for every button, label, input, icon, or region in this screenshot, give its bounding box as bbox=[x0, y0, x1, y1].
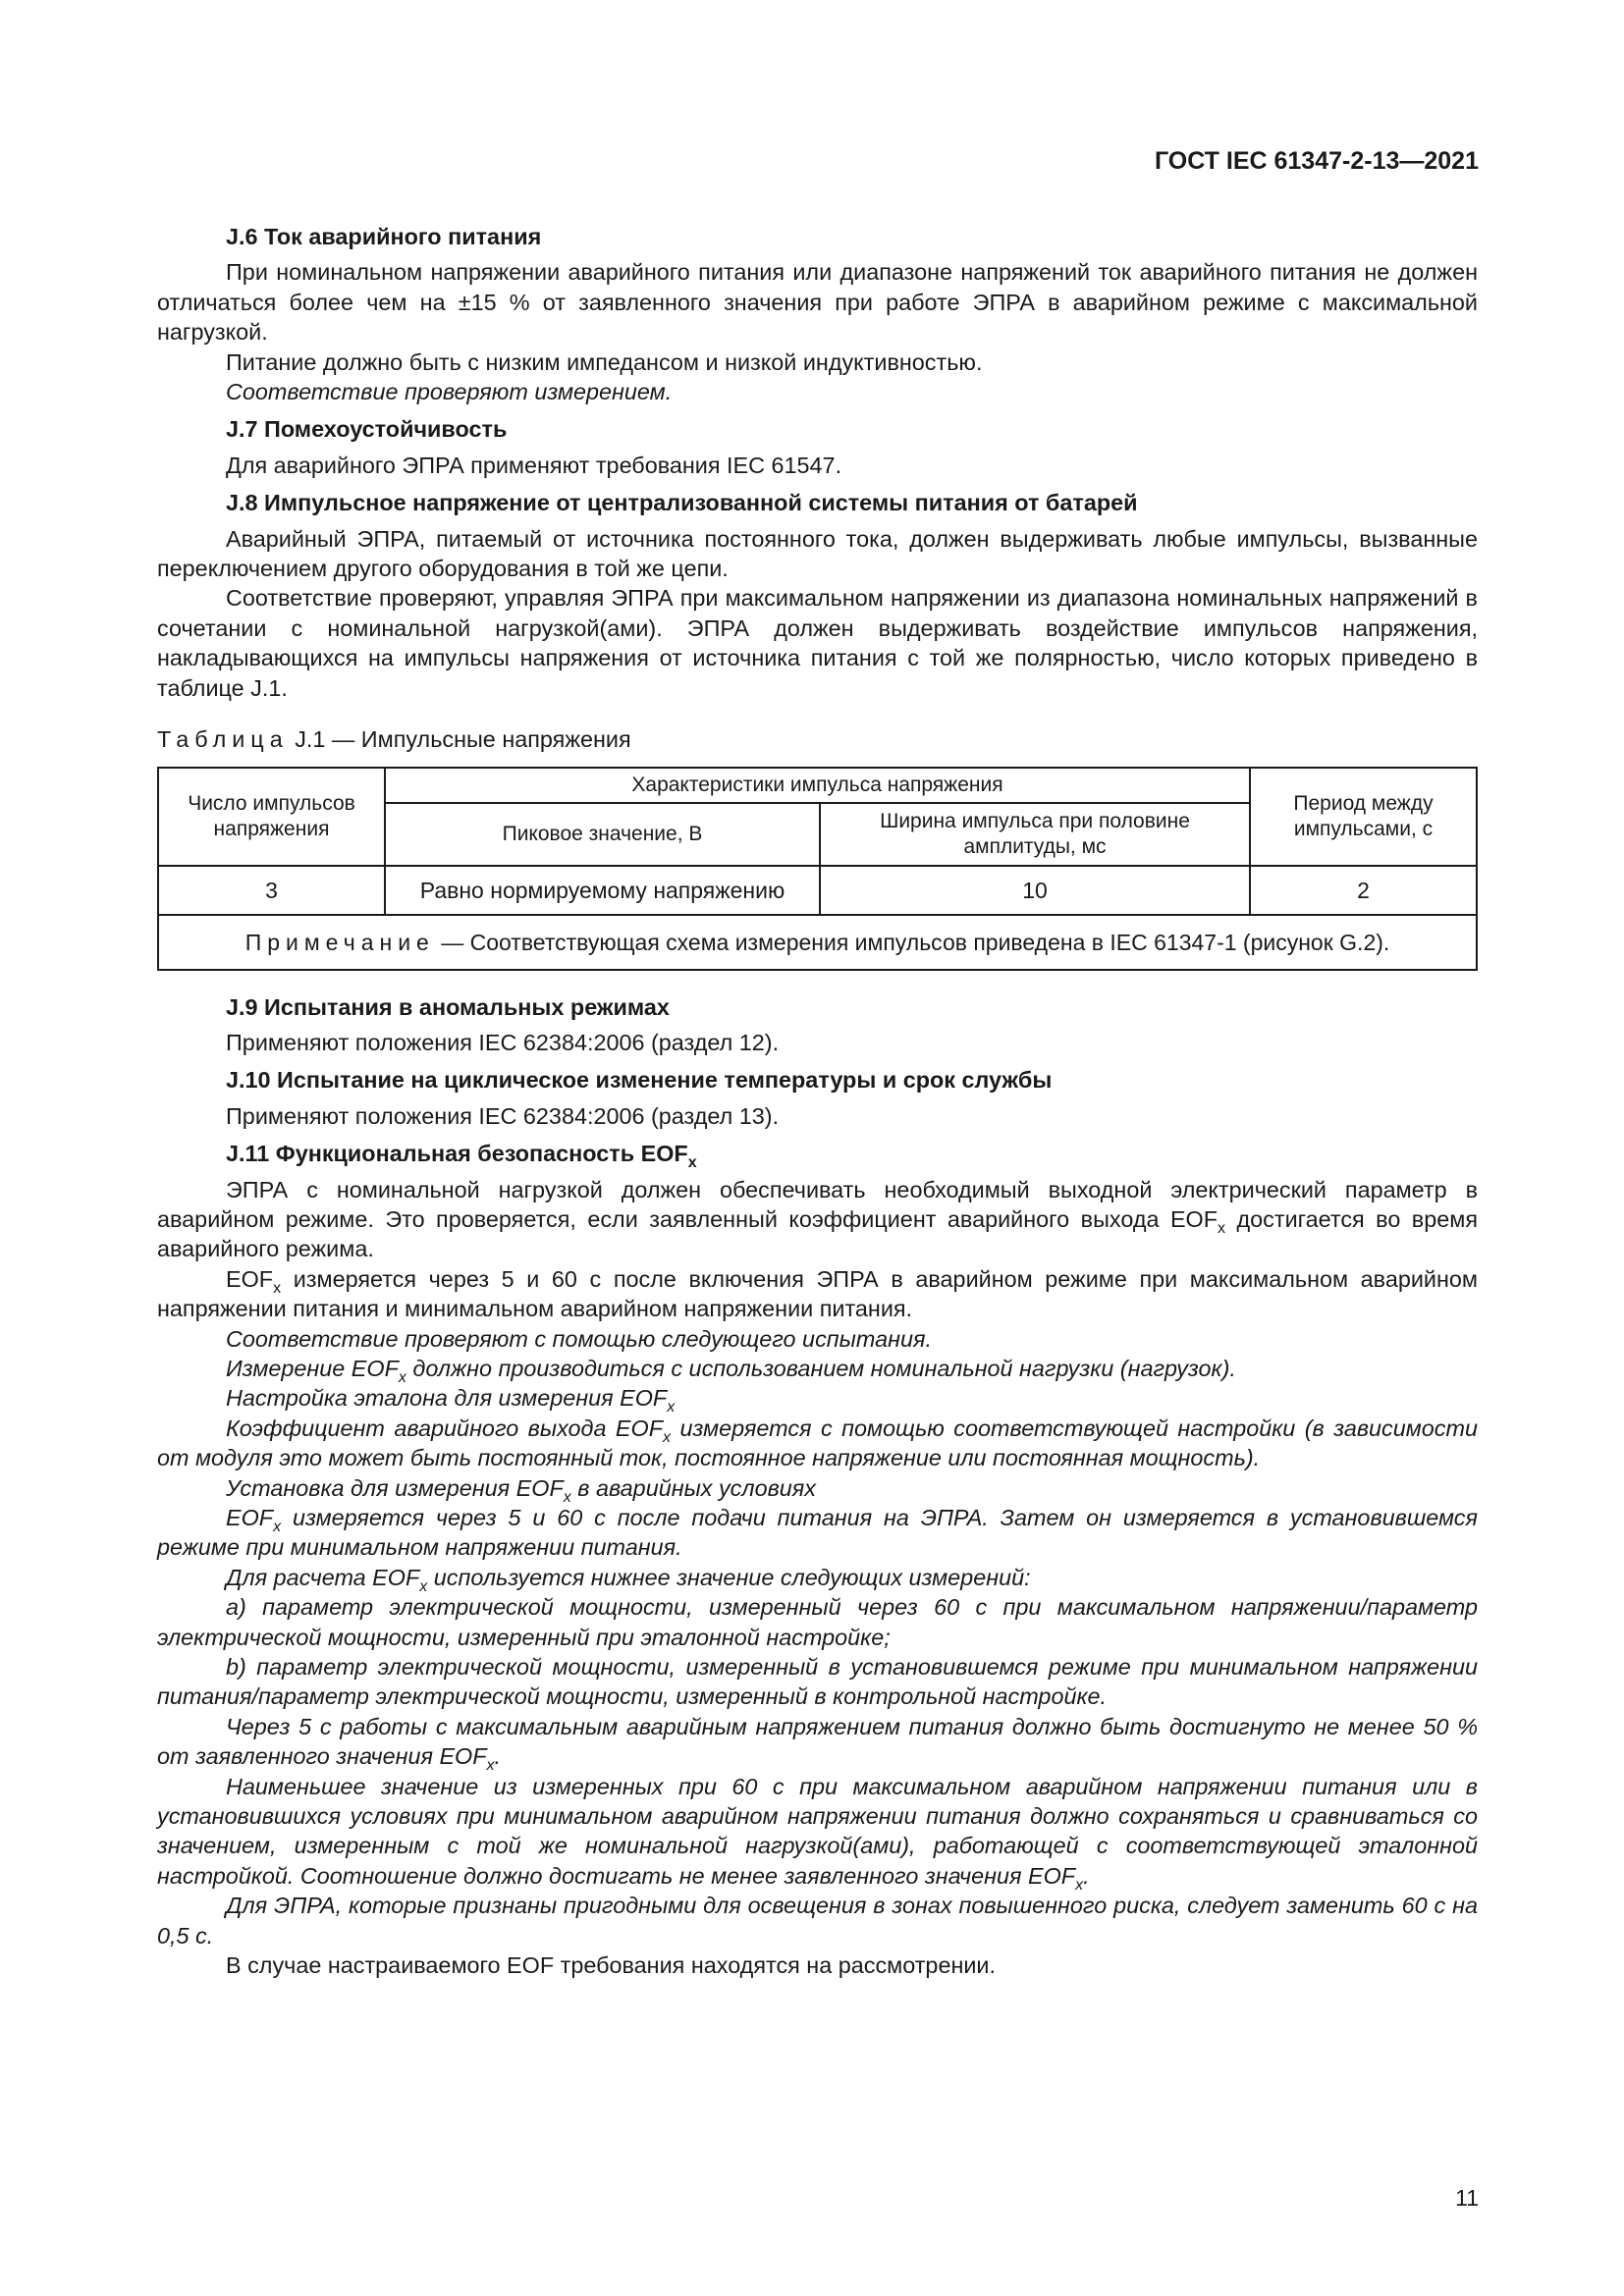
paragraph: Измерение $EOF_x$ должно производиться с использованием номинальной нагрузки (нагрузок). bbox=[226, 1355, 1236, 1386]
paragraph: Соответствие проверяют с помощью следующего испытания. bbox=[226, 1325, 932, 1352]
header-cell-width: Ширина импульса при половине амплитуды, мс bbox=[820, 803, 1250, 866]
table-note bbox=[158, 915, 1477, 970]
document-header: ГОСТ IEC 61347-2-13—2021 bbox=[1154, 147, 1479, 175]
cell-count: 3 bbox=[158, 866, 385, 915]
paragraph: Соответствие проверяют измерением. bbox=[226, 379, 673, 405]
paragraph: В случае настраиваемого EOF требования находятся на рассмотрении. bbox=[226, 1952, 996, 1979]
list-item: a) параметр электрической мощности, измеренный через 60 с при максимальном напряжении/параметр электрической мощности, измеренный при эталонной настройке; bbox=[157, 1594, 1478, 1650]
section-title-j6: J.6 Ток аварийного питания bbox=[226, 224, 542, 249]
section-title-j8: J.8 Импульсное напряжение от централизованной системы питания от батарей bbox=[226, 490, 1138, 516]
paragraph: Наименьшее значение из измеренных при 60 с при максимальном аварийном напряжении питания или в установившихся условиях при минимальном аварийном напряжении питания должно сохраняться и сравниваться со значением, измеренным с той же номинальной нагрузкой(ами), работающей с соответствующей эталонной настройкой. Соотношение должно достигать не менее заявленного значения $EOF_x$. bbox=[157, 1773, 1478, 1894]
header-cell-group: Характеристики импульса напряжения bbox=[385, 768, 1250, 803]
section-title-j11 bbox=[226, 1139, 1478, 1172]
paragraph: При номинальном напряжении аварийного питания или диапазоне напряжений ток аварийного питания не должен отличаться более чем на ±15 % от заявленного значения при работе ЭПРА в аварийном режиме с максимальной нагрузкой. bbox=[157, 259, 1478, 346]
paragraph: Через 5 с работы с максимальным аварийным напряжением питания должно быть достигнуто не менее 50 % от заявленного значения $EOF_x$. bbox=[157, 1713, 1478, 1775]
document-body bbox=[157, 222, 1478, 1981]
page-number: 11 bbox=[1455, 2185, 1479, 2211]
paragraph: Коэффициент аварийного выхода $EOF_x$ измеряется с помощью соответствующей настройки (в зависимости от модуля это может быть постоянный ток, постоянное напряжение или постоянная мощность). bbox=[157, 1415, 1478, 1471]
note-word: Примечание bbox=[244, 929, 435, 955]
section-title-text: J.11 Функциональная безопасность EOF bbox=[226, 1141, 688, 1167]
cell-period: 2 bbox=[1250, 866, 1477, 915]
paragraph: ЭПРА с номинальной нагрузкой должен обеспечивать необходимый выходной электрический параметр в аварийном режиме. Это проверяется, если заявленный коэффициент аварийного выхода $EOF_x$ достигается во время аварийного режима. bbox=[157, 1176, 1478, 1262]
table-caption-word: Таблица bbox=[157, 726, 289, 753]
paragraph: Питание должно быть с низким импедансом и низкой индуктивностью. bbox=[226, 348, 983, 375]
cell-peak: Равно нормируемому напряжению bbox=[385, 866, 820, 915]
list-item: b) параметр электрической мощности, измеренный в установившемся режиме при минимальном напряжении питания/параметр электрической мощности, измеренный в контрольной настройке. bbox=[157, 1654, 1478, 1710]
section-title-j9: J.9 Испытания в аномальных режимах bbox=[226, 993, 670, 1020]
pulse-voltage-table bbox=[157, 767, 1478, 971]
paragraph: $EOF_x$ измеряется через 5 и 60 с после подачи питания на ЭПРА. Затем он измеряется в установившемся режиме при минимальном напряжении питания. bbox=[157, 1505, 1478, 1561]
paragraph: Для расчета $EOF_x$ используется нижнее значение следующих измерений: bbox=[226, 1564, 1031, 1595]
table-row bbox=[158, 866, 1477, 915]
note-text: — Соответствующая схема измерения импульсов приведена в IEC 61347-1 (рисунок G.2). bbox=[434, 929, 1390, 955]
paragraph: Применяют положения IEC 62384:2006 (раздел 12). bbox=[226, 1029, 780, 1055]
paragraph: Применяют положения IEC 62384:2006 (раздел 13). bbox=[226, 1102, 780, 1129]
cell-width: 10 bbox=[820, 866, 1250, 915]
paragraph: Для ЭПРА, которые признаны пригодными для освещения в зонах повышенного риска, следует заменить 60 с на 0,5 с. bbox=[157, 1893, 1478, 1949]
section-title-j7: J.7 Помехоустойчивость bbox=[226, 416, 508, 443]
header-cell-peak: Пиковое значение, В bbox=[385, 803, 820, 866]
paragraph: Аварийный ЭПРА, питаемый от источника постоянного тока, должен выдерживать любые импульсы, вызванные переключением другого оборудования в той же цепи. bbox=[157, 525, 1478, 582]
subscript: x bbox=[687, 1154, 697, 1172]
table-caption bbox=[157, 724, 1478, 754]
table-caption-text: J.1 — Импульсные напряжения bbox=[295, 726, 631, 753]
header-cell-count: Число импульсов напряжения bbox=[158, 768, 385, 866]
paragraph: $EOF_x$ измеряется через 5 и 60 с после включения ЭПРА в аварийном режиме при максимальном аварийном напряжении питания и минимальном аварийном напряжении питания. bbox=[157, 1265, 1478, 1322]
paragraph: Для аварийного ЭПРА применяют требования IEC 61547. bbox=[226, 452, 842, 478]
section-title-j10: J.10 Испытание на циклическое изменение температуры и срок службы bbox=[226, 1067, 1053, 1094]
header-cell-period: Период между импульсами, с bbox=[1250, 768, 1477, 866]
paragraph: Настройка эталона для измерения $EOF_x$ bbox=[226, 1385, 676, 1416]
paragraph: Установка для измерения $EOF_x$ в аварийных условиях bbox=[226, 1474, 816, 1506]
paragraph: Соответствие проверяют, управляя ЭПРА при максимальном напряжении из диапазона номинальных напряжений в сочетании с номинальной нагрузкой(ами). ЭПРА должен выдерживать воздействие импульсов напряжения, накладывающихся на импульсы напряжения от источника питания с той же полярностью, число которых приведено в таблице J.1. bbox=[157, 585, 1478, 701]
